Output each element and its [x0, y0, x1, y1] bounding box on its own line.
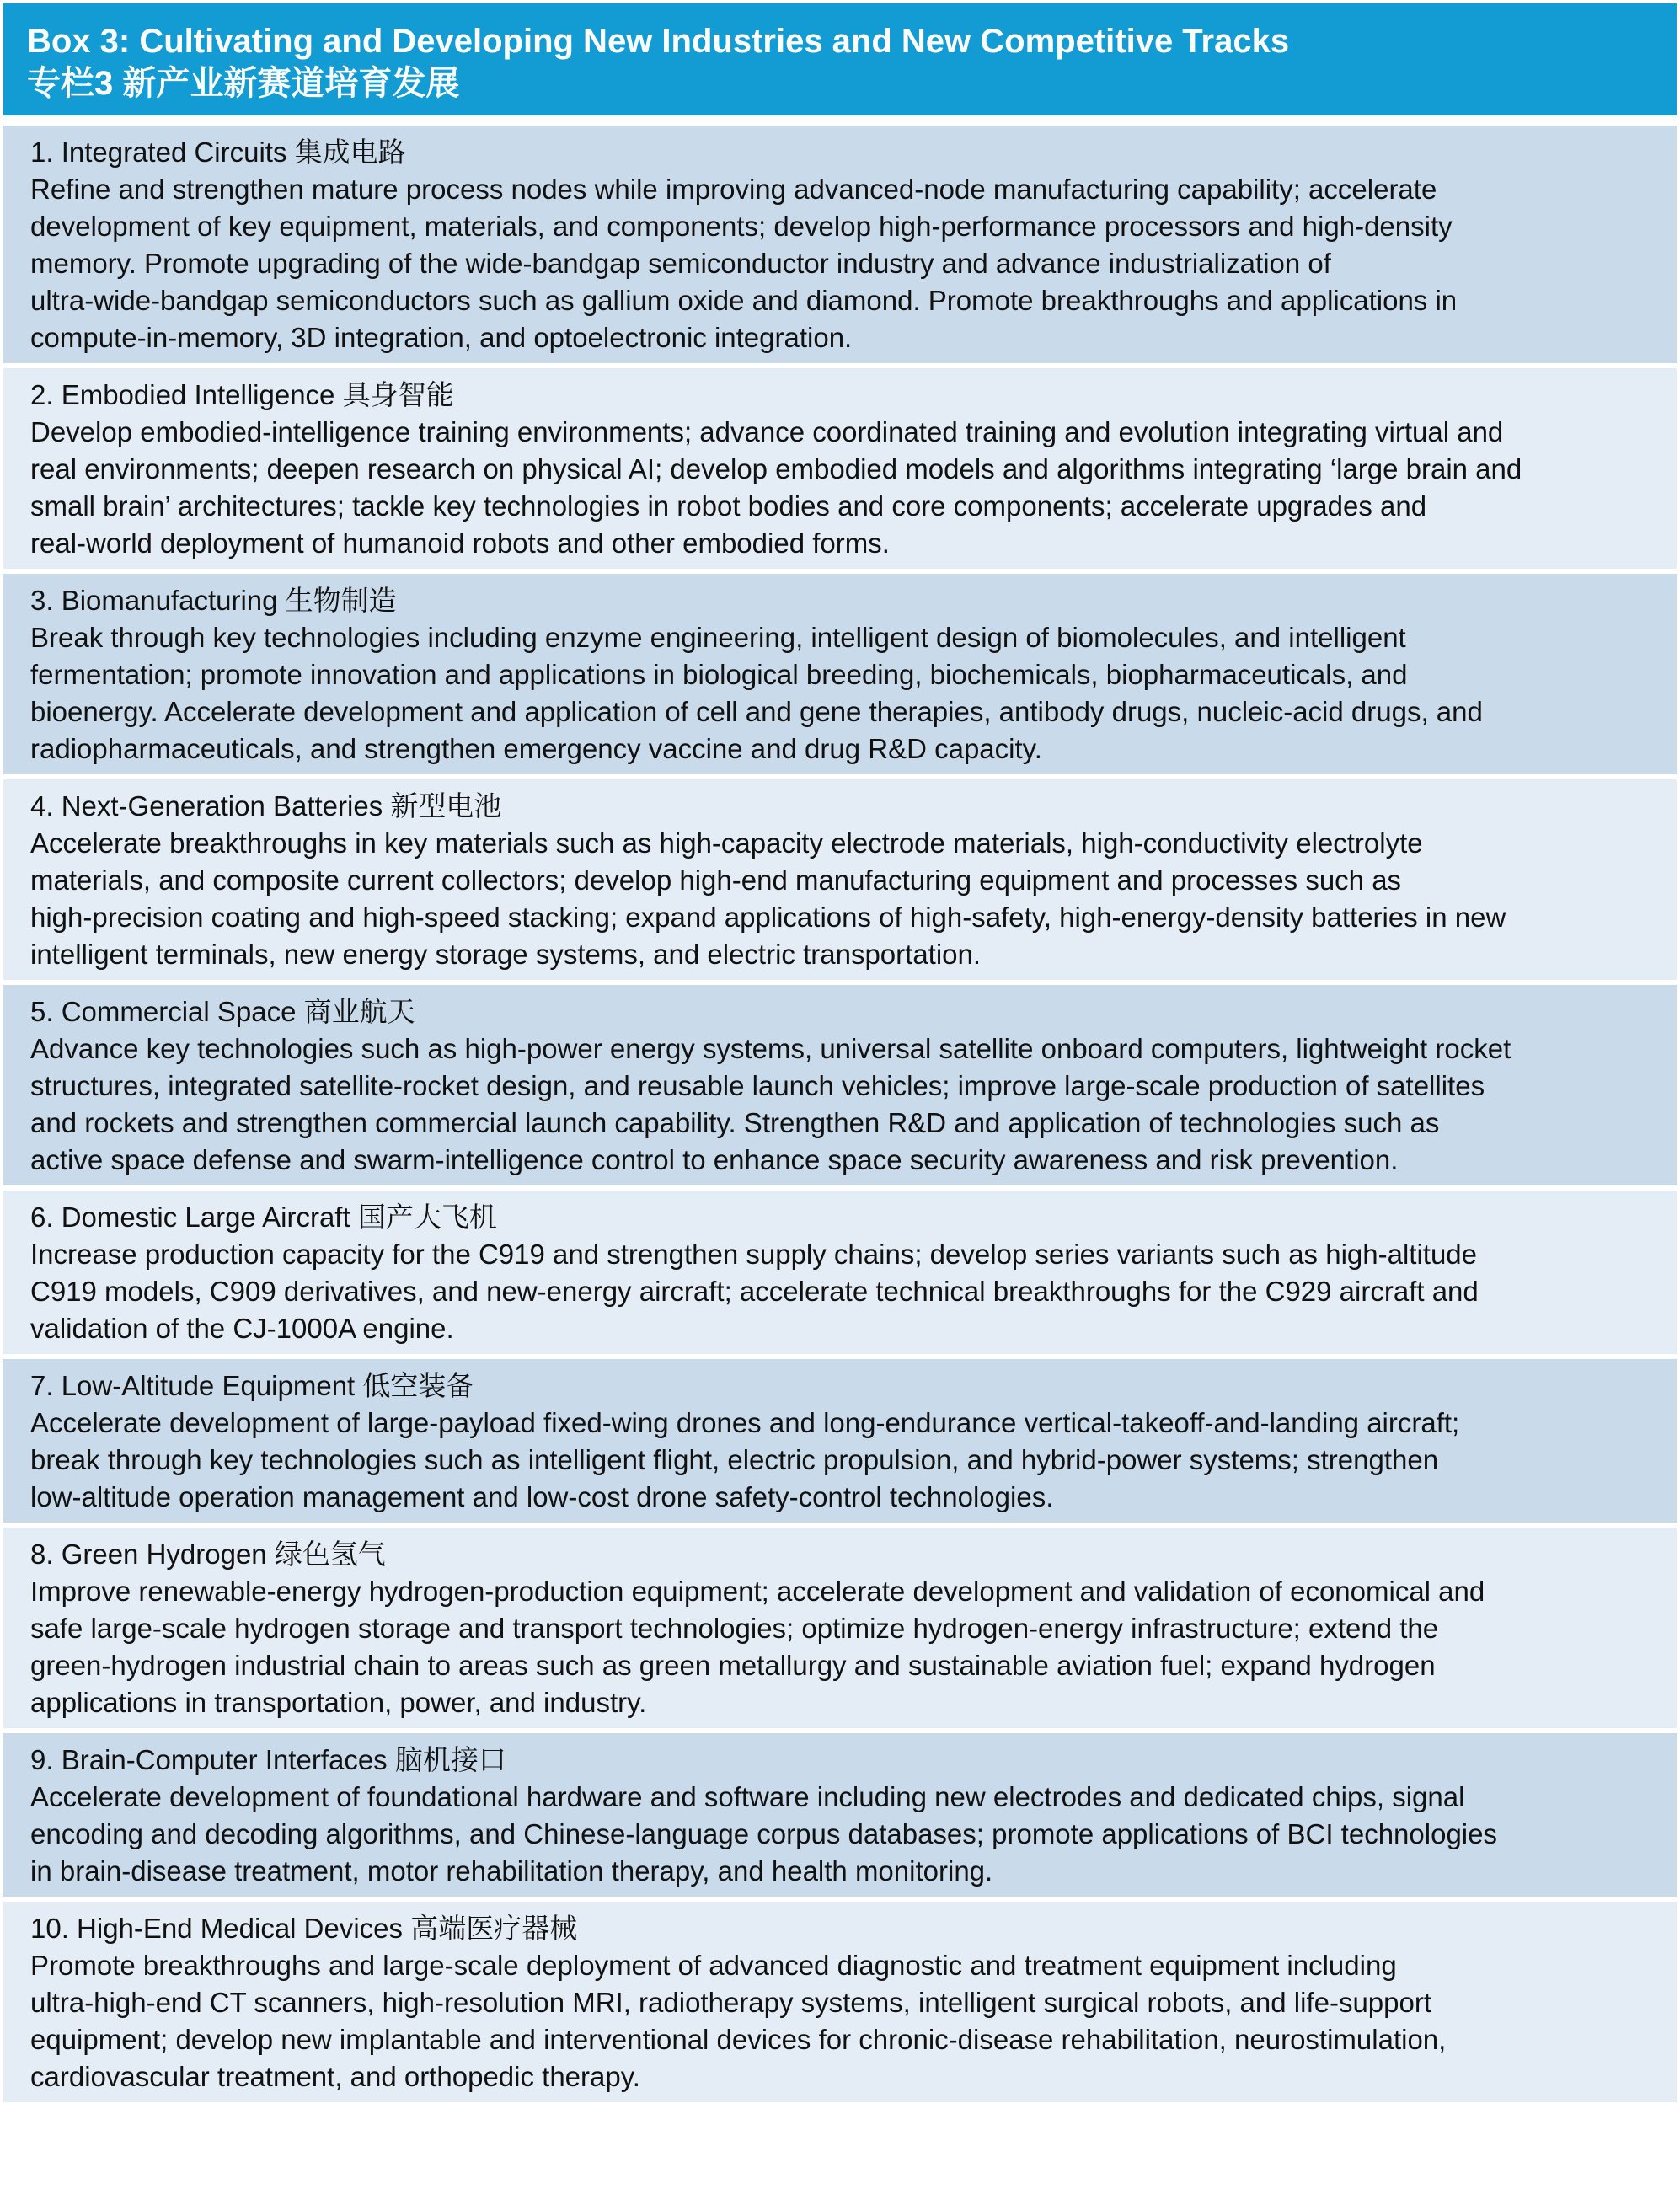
section-body	[30, 1030, 1656, 1179]
section-10	[3, 1902, 1677, 2102]
box-header	[3, 3, 1677, 115]
section-body-line: ultra-high-end CT scanners, high-resolution MRI, radiotherapy systems, intelligent surgical robots, and life-support	[30, 1987, 1432, 2018]
section-body-line: memory. Promote upgrading of the wide-bandgap semiconductor industry and advance industrialization of	[30, 248, 1331, 279]
section-9	[3, 1733, 1677, 1897]
section-body-line: small brain’ architectures; tackle key technologies in robot bodies and core components; accelerate upgrades and	[30, 490, 1427, 522]
box-title-en: Box 3: Cultivating and Developing New Industries and New Competitive Tracks	[27, 23, 1290, 60]
section-body-line: ultra-wide-bandgap semiconductors such as gallium oxide and diamond. Promote breakthroughs and applications in	[30, 285, 1458, 316]
section-body	[30, 1573, 1656, 1721]
section-body-line: radiopharmaceuticals, and strengthen emergency vaccine and drug R&D capacity.	[30, 733, 1042, 764]
section-body	[30, 619, 1656, 768]
section-body-line: active space defense and swarm-intelligence control to enhance space security awareness and risk prevention.	[30, 1144, 1399, 1175]
section-body-line: break through key technologies such as intelligent flight, electric propulsion, and hybrid-power systems; strengthen	[30, 1444, 1439, 1475]
section-body-line: Promote breakthroughs and large-scale deployment of advanced diagnostic and treatment equipment including	[30, 1950, 1397, 1981]
section-body-line: cardiovascular treatment, and orthopedic therapy.	[30, 2061, 640, 2092]
section-body-line: Advance key technologies such as high-power energy systems, universal satellite onboard computers, lightweight rocket	[30, 1033, 1511, 1064]
section-1	[3, 126, 1677, 363]
section-5	[3, 985, 1677, 1185]
section-body-line: materials, and composite current collectors; develop high-end manufacturing equipment and processes such as	[30, 864, 1402, 896]
section-title: 7. Low-Altitude Equipment 低空装备	[30, 1370, 474, 1401]
section-title: 10. High-End Medical Devices 高端医疗器械	[30, 1913, 578, 1944]
section-body-line: Refine and strengthen mature process nodes while improving advanced-node manufacturing capability; accelerate	[30, 174, 1437, 205]
section-6	[3, 1191, 1677, 1354]
page	[0, 3, 1680, 2189]
section-body-line: validation of the CJ-1000A engine.	[30, 1313, 454, 1344]
section-title: 8. Green Hydrogen 绿色氢气	[30, 1539, 386, 1570]
section-body-line: Develop embodied-intelligence training environments; advance coordinated training and evolution integrating virtual and	[30, 416, 1504, 447]
section-body-line: Accelerate development of large-payload fixed-wing drones and long-endurance vertical-takeoff-and-landing aircraft;	[30, 1407, 1460, 1438]
section-body-line: green-hydrogen industrial chain to areas such as green metallurgy and sustainable aviation fuel; expand hydrogen	[30, 1650, 1436, 1681]
section-body-line: development of key equipment, materials, and components; develop high-performance processors and high-density	[30, 211, 1453, 242]
section-body-line: Improve renewable-energy hydrogen-production equipment; accelerate development and validation of economical and	[30, 1576, 1485, 1607]
section-body-line: applications in transportation, power, and industry.	[30, 1687, 647, 1718]
section-title: 9. Brain-Computer Interfaces 脑机接口	[30, 1744, 506, 1775]
section-body-line: Accelerate development of foundational hardware and software including new electrodes and dedicated chips, signal	[30, 1781, 1465, 1812]
section-body	[30, 171, 1656, 356]
section-4	[3, 779, 1677, 980]
section-8	[3, 1528, 1677, 1728]
section-body	[30, 414, 1656, 562]
section-title: 1. Integrated Circuits 集成电路	[30, 136, 406, 168]
section-body	[30, 1779, 1656, 1890]
section-body-line: bioenergy. Accelerate development and application of cell and gene therapies, antibody drugs, nucleic-acid drugs, and	[30, 696, 1483, 727]
section-body-line: intelligent terminals, new energy storage systems, and electric transportation.	[30, 939, 982, 970]
section-body-line: Accelerate breakthroughs in key materials such as high-capacity electrode materials, high-conductivity electrolyte	[30, 827, 1423, 859]
section-title: 4. Next-Generation Batteries 新型电池	[30, 790, 502, 822]
section-2	[3, 368, 1677, 569]
section-body-line: Increase production capacity for the C919 and strengthen supply chains; develop series variants such as high-altitude	[30, 1239, 1478, 1270]
section-body-line: real environments; deepen research on physical AI; develop embodied models and algorithms integrating ‘large brain and	[30, 453, 1522, 484]
section-body-line: in brain-disease treatment, motor rehabilitation therapy, and health monitoring.	[30, 1855, 993, 1887]
section-body-line: C919 models, C909 derivatives, and new-energy aircraft; accelerate technical breakthroughs for the C929 aircraft and	[30, 1276, 1479, 1307]
section-title: 2. Embodied Intelligence 具身智能	[30, 379, 454, 410]
section-7	[3, 1359, 1677, 1523]
section-body-line: encoding and decoding algorithms, and Chinese-language corpus databases; promote applications of BCI technologies	[30, 1818, 1497, 1849]
section-list	[3, 126, 1677, 2102]
section-body	[30, 1405, 1656, 1516]
section-body-line: equipment; develop new implantable and interventional devices for chronic-disease rehabilitation, neurostimulation,	[30, 2024, 1447, 2055]
section-body	[30, 1947, 1656, 2095]
box-title-zh: 专栏3 新产业新赛道培育发展	[27, 65, 460, 102]
section-body-line: safe large-scale hydrogen storage and transport technologies; optimize hydrogen-energy infrastructure; extend the	[30, 1613, 1439, 1644]
section-title: 5. Commercial Space 商业航天	[30, 996, 415, 1027]
section-title: 3. Biomanufacturing 生物制造	[30, 585, 397, 616]
section-body-line: high-precision coating and high-speed stacking; expand applications of high-safety, high-energy-density batteries in new	[30, 902, 1506, 933]
section-3	[3, 574, 1677, 774]
section-body	[30, 825, 1656, 973]
section-body-line: compute-in-memory, 3D integration, and optoelectronic integration.	[30, 322, 853, 353]
section-body-line: Break through key technologies including enzyme engineering, intelligent design of biomolecules, and intelligent	[30, 622, 1406, 653]
section-body-line: low-altitude operation management and low-cost drone safety-control technologies.	[30, 1481, 1054, 1512]
section-title: 6. Domestic Large Aircraft 国产大飞机	[30, 1202, 497, 1233]
section-body-line: structures, integrated satellite-rocket design, and reusable launch vehicles; improve large-scale production of satellites	[30, 1070, 1485, 1101]
section-body-line: and rockets and strengthen commercial launch capability. Strengthen R&D and application of technologies such as	[30, 1107, 1440, 1138]
section-body-line: fermentation; promote innovation and applications in biological breeding, biochemicals, biopharmaceuticals, and	[30, 659, 1408, 690]
section-body-line: real-world deployment of humanoid robots and other embodied forms.	[30, 527, 890, 559]
section-body	[30, 1236, 1656, 1347]
